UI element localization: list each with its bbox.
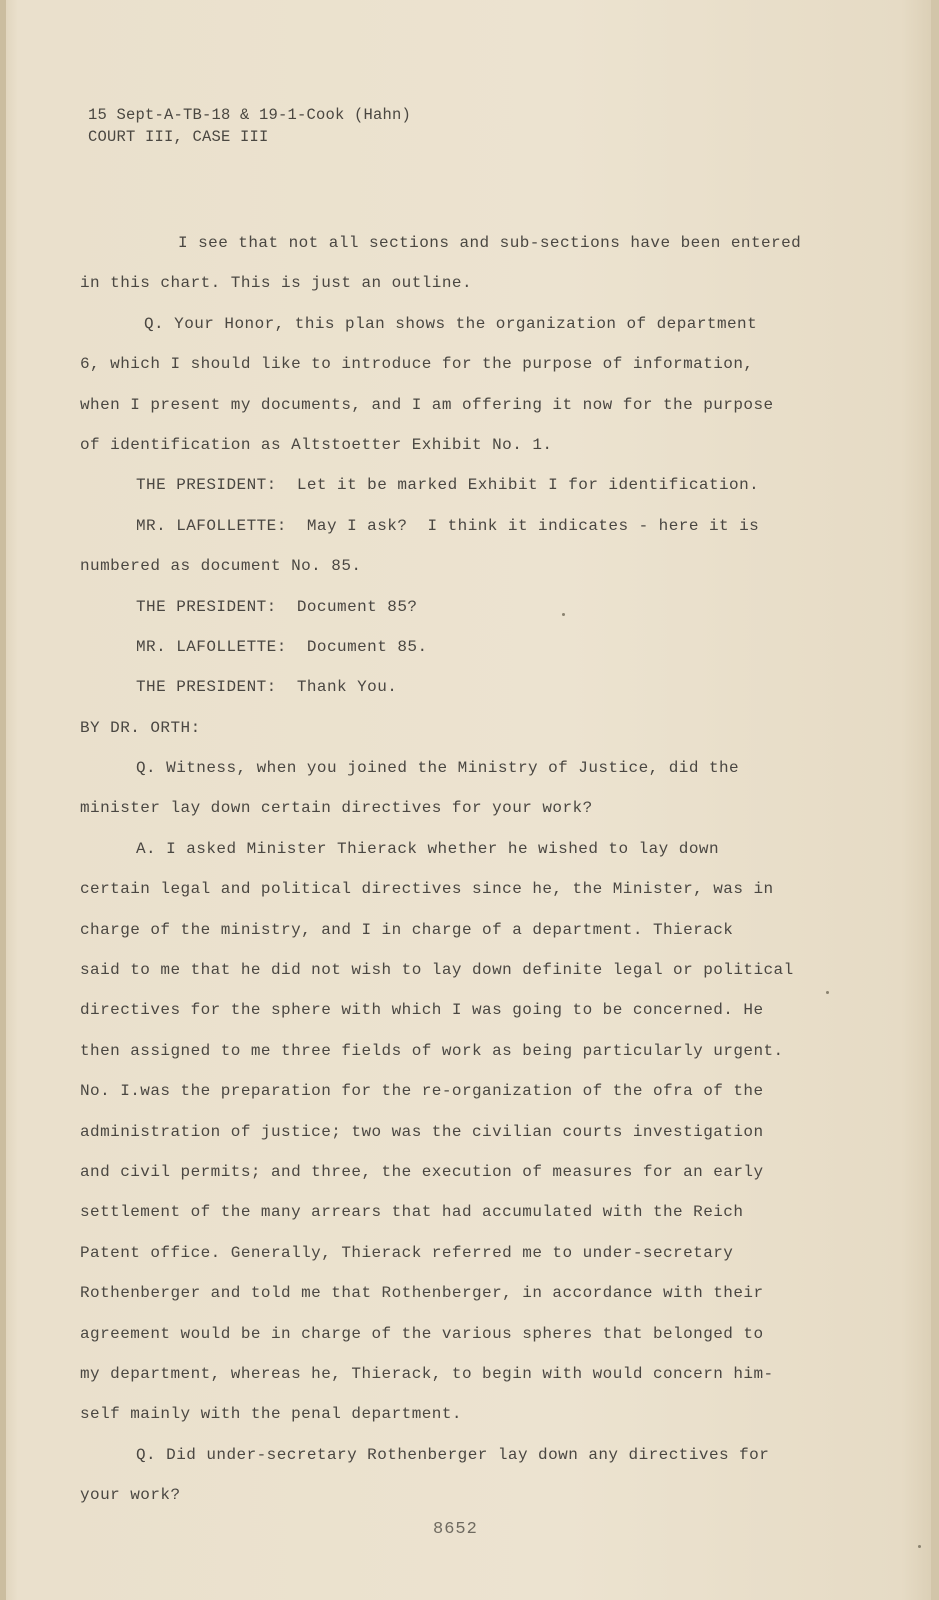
transcript-line: my department, whereas he, Thierack, to begin with would concern him- xyxy=(80,1364,774,1383)
transcript-line: 6, which I should like to introduce for the purpose of information, xyxy=(80,355,754,374)
page-number: 8652 xyxy=(433,1520,478,1539)
transcript-line: No. I.was the preparation for the re-organization of the ofra of the xyxy=(80,1082,764,1101)
transcript-line: THE PRESIDENT: Let it be marked Exhibit I for identification. xyxy=(136,476,760,495)
transcript-line: certain legal and political directives since he, the Minister, was in xyxy=(80,880,774,899)
header-court-case: COURT III, CASE III xyxy=(88,128,269,146)
transcript-line: settlement of the many arrears that had accumulated with the Reich xyxy=(80,1203,744,1222)
transcript-line: said to me that he did not wish to lay down definite legal or political xyxy=(80,961,794,980)
transcript-line: charge of the ministry, and I in charge of a department. Thierack xyxy=(80,920,734,939)
transcript-body xyxy=(80,223,870,1516)
transcript-line: Q. Witness, when you joined the Ministry of Justice, did the xyxy=(136,759,740,778)
header-case-reference: 15 Sept-A-TB-18 & 19-1-Cook (Hahn) xyxy=(88,106,412,124)
transcript-line: minister lay down certain directives for your work? xyxy=(80,799,593,818)
transcript-line: A. I asked Minister Thierack whether he wished to lay down xyxy=(136,839,719,858)
transcript-line: MR. LAFOLLETTE: Document 85. xyxy=(136,637,428,656)
transcript-line: MR. LAFOLLETTE: May I ask? I think it indicates - here it is xyxy=(136,516,760,535)
transcript-line: in this chart. This is just an outline. xyxy=(80,274,473,293)
transcript-line: when I present my documents, and I am offering it now for the purpose xyxy=(80,395,774,414)
transcript-line: THE PRESIDENT: Document 85? xyxy=(136,597,418,616)
transcript-line: then assigned to me three fields of work as being particularly urgent. xyxy=(80,1041,784,1060)
page-left-edge xyxy=(0,0,6,1600)
transcript-line: Q. Did under-secretary Rothenberger lay down any directives for xyxy=(136,1445,770,1464)
transcript-line: directives for the sphere with which I was going to be concerned. He xyxy=(80,1001,764,1020)
transcript-line: THE PRESIDENT: Thank You. xyxy=(136,678,398,697)
transcript-line: self mainly with the penal department. xyxy=(80,1405,462,1424)
paper-speck xyxy=(562,613,565,616)
document-header xyxy=(88,104,411,148)
transcript-line: Patent office. Generally, Thierack referred me to under-secretary xyxy=(80,1243,734,1262)
paper-speck xyxy=(826,991,829,994)
transcript-line: BY DR. ORTH: xyxy=(80,718,201,737)
transcript-line: administration of justice; two was the civilian courts investigation xyxy=(80,1122,764,1141)
transcript-line: and civil permits; and three, the execution of measures for an early xyxy=(80,1162,764,1181)
paper-speck xyxy=(918,1545,921,1548)
transcript-line: of identification as Altstoetter Exhibit No. 1. xyxy=(80,435,553,454)
transcript-line: Rothenberger and told me that Rothenberger, in accordance with their xyxy=(80,1284,764,1303)
transcript-line: Q. Your Honor, this plan shows the organization of department xyxy=(144,314,758,333)
page-right-edge xyxy=(931,0,939,1600)
transcript-line: numbered as document No. 85. xyxy=(80,557,362,576)
transcript-line: your work? xyxy=(80,1486,181,1505)
transcript-line: I see that not all sections and sub-sections have been entered xyxy=(178,234,802,252)
transcript-line: agreement would be in charge of the various spheres that belonged to xyxy=(80,1324,764,1343)
